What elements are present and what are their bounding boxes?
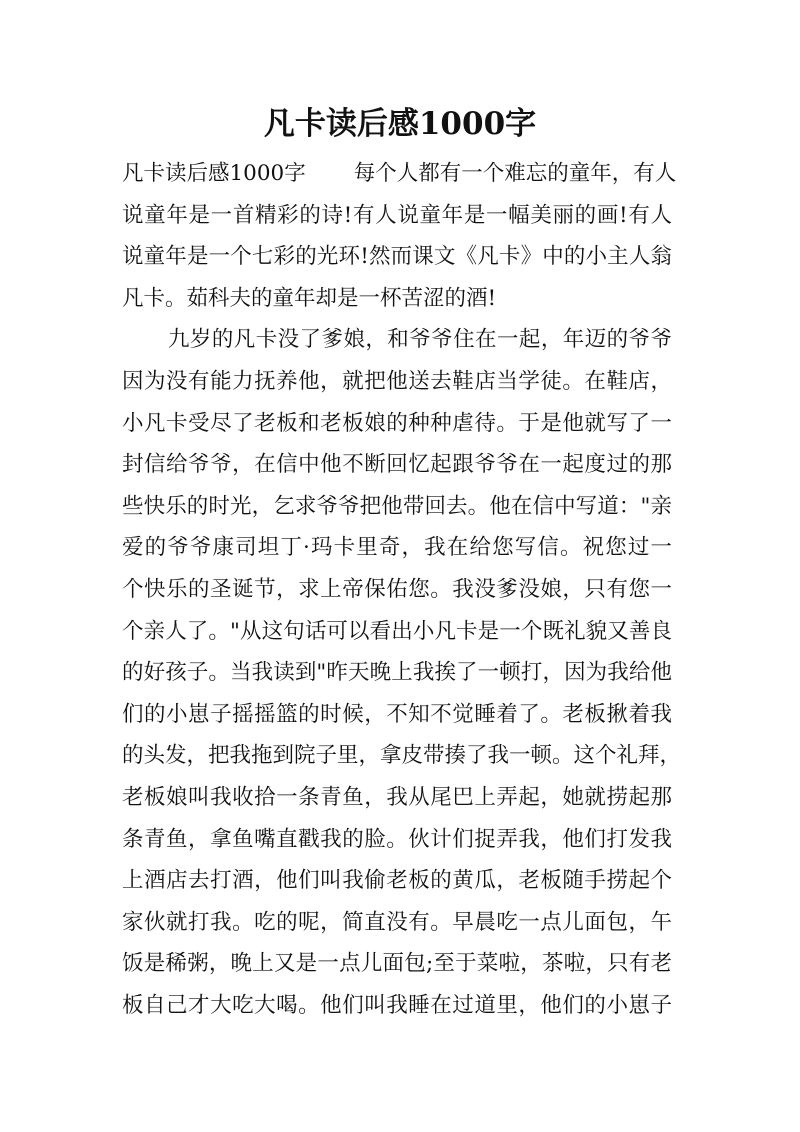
text-line: 板自己才大吃大喝。他们叫我睡在过道里，他们的小崽子 bbox=[122, 992, 672, 1018]
lead-title: 凡卡读后感1000字 bbox=[122, 161, 306, 186]
text-line: 说童年是一首精彩的诗!有人说童年是一幅美丽的画!有人 bbox=[122, 202, 672, 228]
document-title: 凡卡读后感1000字 bbox=[263, 106, 537, 142]
text-line: 老板娘叫我收拾一条青鱼，我从尾巴上弄起，她就捞起那 bbox=[122, 784, 672, 810]
text-line: 凡卡。茹科夫的童年却是一杯苦涩的酒! bbox=[122, 285, 497, 311]
text-line: 九岁的凡卡没了爹娘，和爷爷住在一起，年迈的爷爷 bbox=[168, 327, 672, 353]
document-body bbox=[122, 156, 682, 1029]
text-line: 饭是稀粥，晚上又是一点儿面包;至于菜啦，茶啦，只有老 bbox=[122, 951, 672, 977]
line-text: 每个人都有一个难忘的童年，有人 bbox=[353, 161, 677, 186]
text-line: 的头发，把我拖到院子里，拿皮带揍了我一顿。这个礼拜， bbox=[122, 743, 682, 769]
text-line: 上酒店去打酒，他们叫我偷老板的黄瓜，老板随手捞起个 bbox=[122, 868, 672, 894]
text-line: 封信给爷爷，在信中他不断回忆起跟爷爷在一起度过的那 bbox=[122, 452, 672, 478]
text-line: 家伙就打我。吃的呢，简直没有。早晨吃一点儿面包，午 bbox=[122, 909, 672, 935]
text-line: 因为没有能力抚养他，就把他送去鞋店当学徒。在鞋店， bbox=[122, 368, 672, 394]
text-line: 个快乐的圣诞节，求上帝保佑您。我没爹没娘，只有您一 bbox=[122, 576, 672, 602]
text-line: 个亲人了。"从这句话可以看出小凡卡是一个既礼貌又善良 bbox=[122, 618, 672, 644]
text-line: 们的小崽子摇摇篮的时候，不知不觉睡着了。老板揪着我 bbox=[122, 701, 672, 727]
text-line: 条青鱼，拿鱼嘴直戳我的脸。伙计们捉弄我，他们打发我 bbox=[122, 826, 672, 852]
text-line: 爱的爷爷康司坦丁·玛卡里奇，我在给您写信。祝您过一 bbox=[122, 535, 672, 561]
text-line bbox=[122, 156, 677, 198]
paragraph-2 bbox=[122, 322, 682, 1029]
text-line: 小凡卡受尽了老板和老板娘的种种虐待。于是他就写了一 bbox=[122, 410, 672, 436]
text-line: 说童年是一个七彩的光环!然而课文《凡卡》中的小主人翁 bbox=[122, 244, 672, 270]
text-line: 的好孩子。当我读到"昨天晚上我挨了一顿打，因为我给他 bbox=[122, 660, 672, 686]
text-line: 些快乐的时光，乞求爷爷把他带回去。他在信中写道："亲 bbox=[122, 493, 672, 519]
paragraph-1 bbox=[122, 156, 677, 322]
